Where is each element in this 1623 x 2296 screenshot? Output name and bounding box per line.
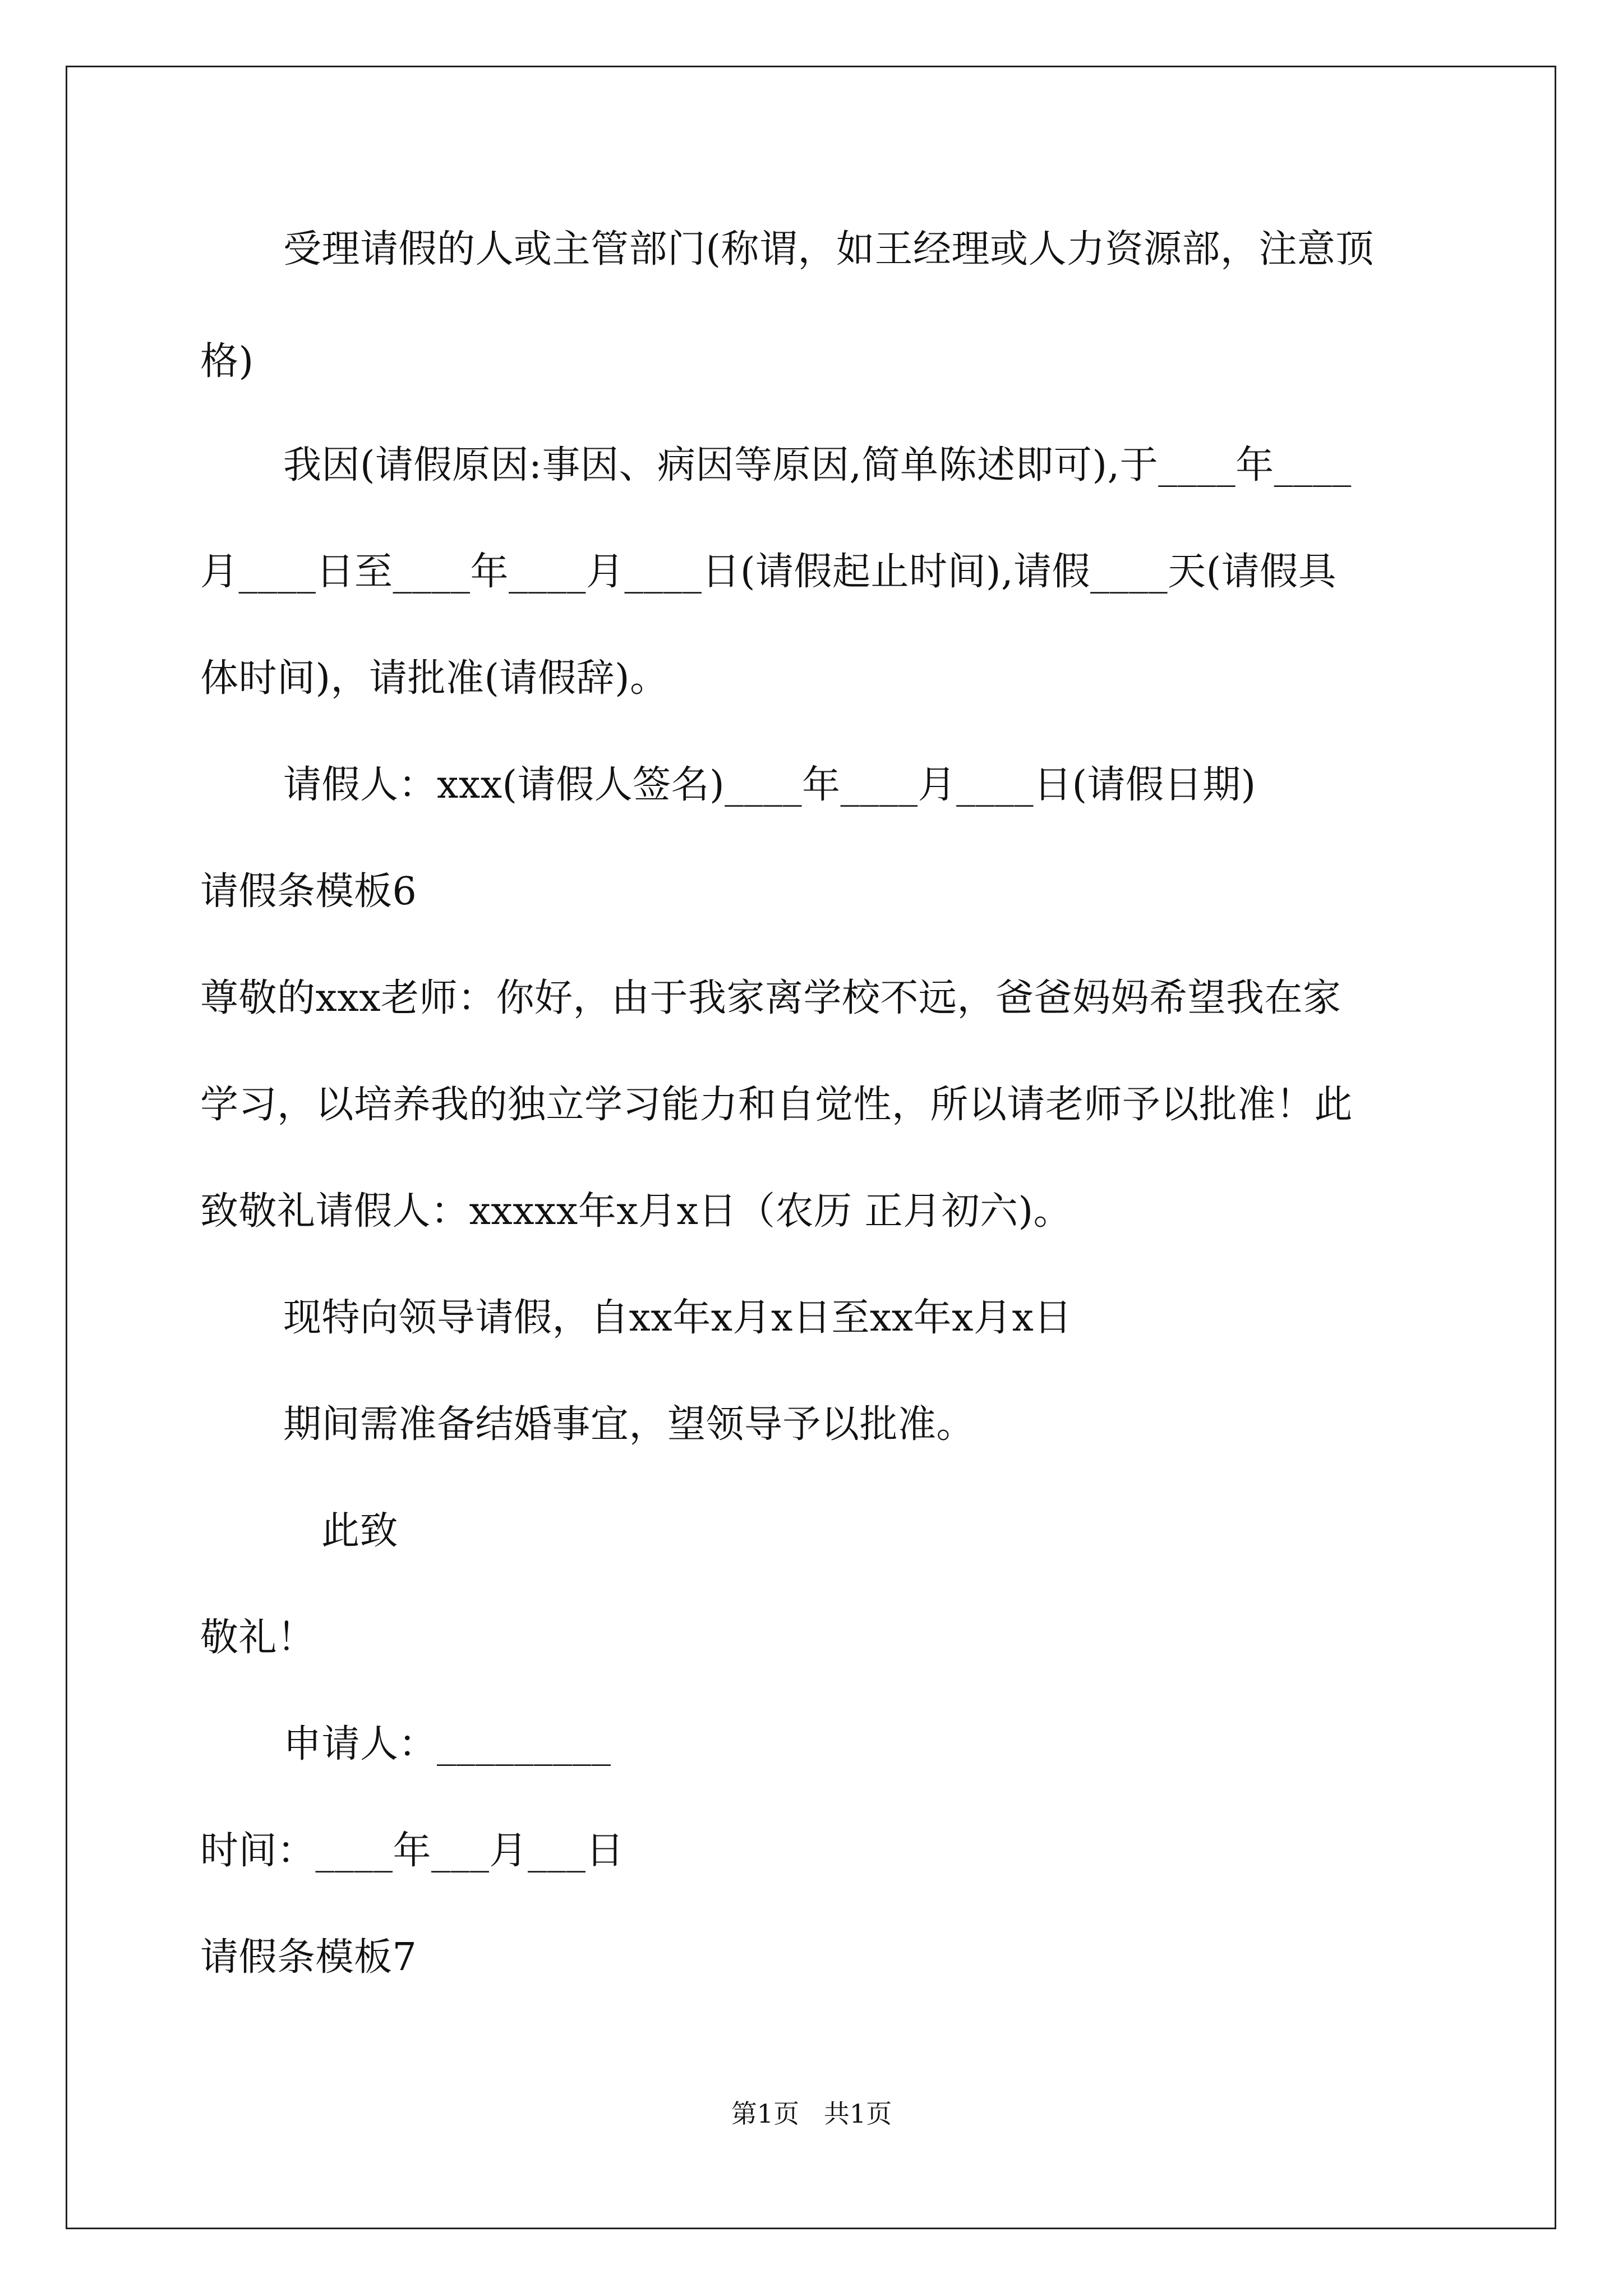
closing-cizhi: 此致 [321,1509,399,1553]
salutation-line-1: 受理请假的人或主管部门(称谓，如王经理或人力资源部，注意顶 [283,227,1375,272]
date-field: 时间：____年___月___日 [200,1829,625,1873]
template-6-heading: 请假条模板6 [200,869,417,914]
reason-line-1: 我因(请假原因:事因、病因等原因,简单陈述即可),于____年____ [283,443,1352,487]
leave-request-line-2: 期间需准备结婚事宜，望领导予以批准。 [283,1402,975,1447]
salutation-line-2: 格) [200,339,254,384]
page-frame [66,66,1556,2229]
template-6-body-line-3: 致敬礼请假人：xxxxx年x月x日（农历 正月初六)。 [200,1189,1072,1234]
reason-line-3: 体时间)，请批准(请假辞)。 [200,656,668,701]
page-footer: 第1页 共1页 [731,2099,892,2129]
applicant-signature-line: 请假人：xxx(请假人签名)____年____月____日(请假日期) [283,763,1256,807]
template-7-heading: 请假条模板7 [200,1935,417,1980]
template-6-body-line-1: 尊敬的xxx老师：你好，由于我家离学校不远，爸爸妈妈希望我在家 [200,976,1341,1020]
template-6-body-line-2: 学习，以培养我的独立学习能力和自觉性，所以请老师予以批准！此 [200,1083,1353,1127]
applicant-field: 申请人：_________ [283,1722,611,1766]
leave-request-line-1: 现特向领导请假，自xx年x月x日至xx年x月x日 [283,1296,1072,1340]
reason-line-2: 月____日至____年____月____日(请假起止时间),请假____天(请假具 [200,550,1337,594]
closing-jingli: 敬礼！ [200,1616,316,1660]
